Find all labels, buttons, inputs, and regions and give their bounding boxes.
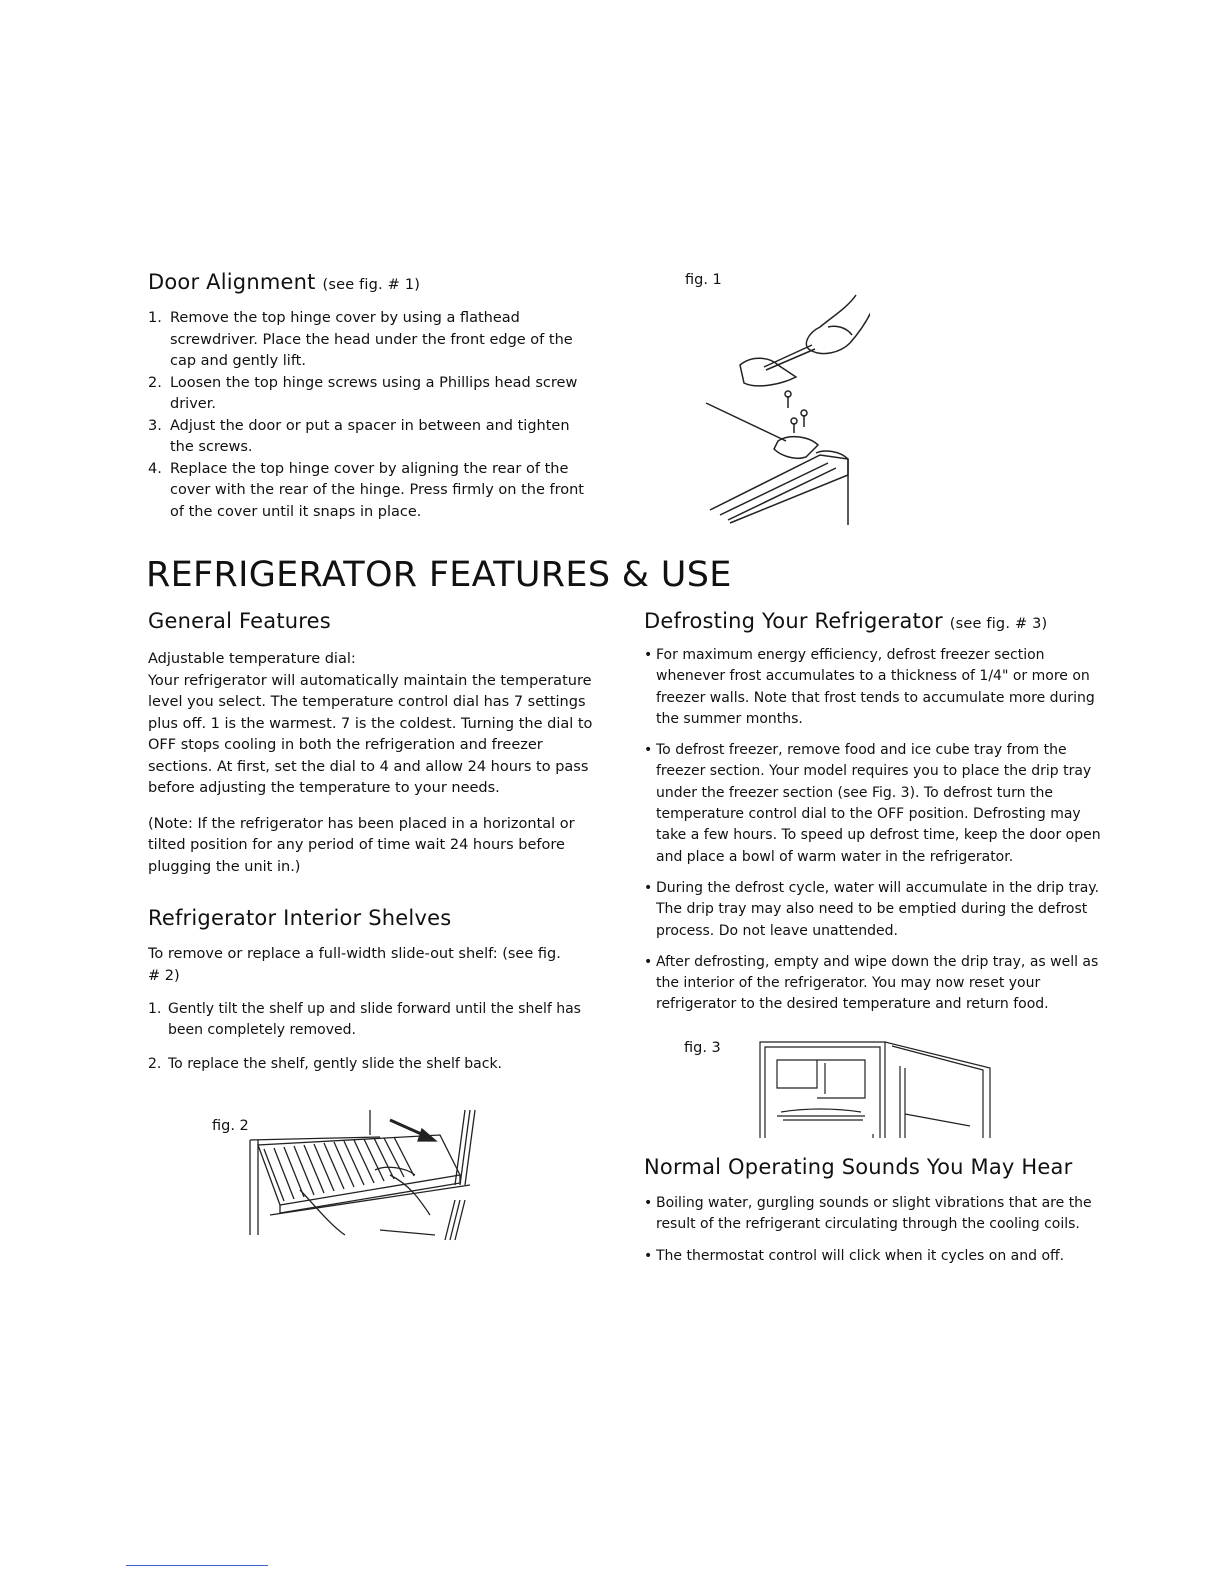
- page-title: REFRIGERATOR FEATURES & USE: [146, 555, 732, 595]
- shelves-intro: To remove or replace a full-width slide-out shelf: (see fig. # 2): [148, 946, 561, 984]
- list-item: • For maximum energy efficiency, defrost freezer section whenever frost accumulates to a thickness of 1/4" or more on freezer walls. Note that frost tends to accumulate more during the summer months.: [644, 645, 1109, 730]
- shelves-heading: Refrigerator Interior Shelves: [148, 906, 452, 930]
- door-alignment-section: [148, 270, 618, 523]
- shelves-section: [148, 906, 618, 1075]
- defrosting-heading: Defrosting Your Refrigerator (see fig. # 3): [644, 609, 1048, 633]
- list-item: • To defrost freezer, remove food and ice cube tray from the freezer section. Your model requires you to place the drip tray under the freezer section (see Fig. 3). To defrost turn the temperature control dial to the OFF position. Defrosting may take a few hours. To speed up defrost time, keep the door open and place a bowl of warm water in the refrigerator.: [644, 740, 1109, 868]
- list-item: 4. Replace the top hinge cover by aligning the rear of the cover with the rear of the hinge. Press firmly on the front of the cover until it snaps in place.: [148, 460, 584, 520]
- door-alignment-steps: [148, 308, 588, 523]
- defrosting-bullets: [644, 645, 1109, 1016]
- shelves-steps: [148, 999, 598, 1075]
- general-features-heading: General Features: [148, 609, 331, 633]
- door-alignment-heading: Door Alignment (see fig. # 1): [148, 270, 421, 294]
- list-item: • After defrosting, empty and wipe down the drip tray, as well as the interior of the refrigerator. You may now reset your refrigerator to the desired temperature and return food.: [644, 952, 1109, 1016]
- dial-title: Adjustable temperature dial:: [148, 651, 356, 667]
- sounds-section: [644, 1155, 1114, 1267]
- list-item: 1. Remove the top hinge cover by using a flathead screwdriver. Place the head under the front edge of the cap and gently lift.: [148, 310, 573, 369]
- fig1-hinge-illustration: [700, 265, 870, 530]
- note-text: (Note: If the refrigerator has been placed in a horizontal or tilted position for any period of time wait 24 hours before plugging the unit in.): [148, 815, 575, 875]
- list-item: 3. Adjust the door or put a spacer in between and tighten the screws.: [148, 417, 570, 455]
- list-item: 1. Gently tilt the shelf up and slide forward until the shelf has been completely removed.: [148, 1001, 581, 1039]
- defrosting-section: [644, 609, 1114, 1016]
- sounds-heading: Normal Operating Sounds You May Hear: [644, 1155, 1073, 1179]
- list-item: • During the defrost cycle, water will accumulate in the drip tray. The drip tray may also need to be emptied during the defrost process. Do not leave unattended.: [644, 878, 1109, 942]
- dial-text: Your refrigerator will automatically maintain the temperature level you select. The temperature control dial has 7 settings plus off. 1 is the warmest. 7 is the coldest. Turning the dial to OFF stops cooling in both the refrigeration and freezer sections. At first, set the dial to 4 and allow 24 hours to pass before adjusting the temperature to your needs.: [148, 672, 593, 796]
- sounds-bullets: [644, 1193, 1109, 1267]
- fig2-label: fig. 2: [212, 1118, 249, 1134]
- fig1-label: fig. 1: [685, 272, 722, 288]
- list-item: 2. To replace the shelf, gently slide the shelf back.: [148, 1055, 502, 1072]
- fig2-shelf-illustration: [240, 1105, 490, 1245]
- fig3-label: fig. 3: [684, 1040, 721, 1056]
- footer-rule: [126, 1565, 268, 1566]
- list-item: • The thermostat control will click when it cycles on and off.: [644, 1246, 1109, 1267]
- list-item: • Boiling water, gurgling sounds or slight vibrations that are the result of the refrigerant circulating through the cooling coils.: [644, 1193, 1109, 1236]
- fig3-defrost-illustration: [755, 1038, 1000, 1143]
- list-item: 2. Loosen the top hinge screws using a Phillips head screw driver.: [148, 374, 578, 412]
- general-features-section: [148, 609, 618, 878]
